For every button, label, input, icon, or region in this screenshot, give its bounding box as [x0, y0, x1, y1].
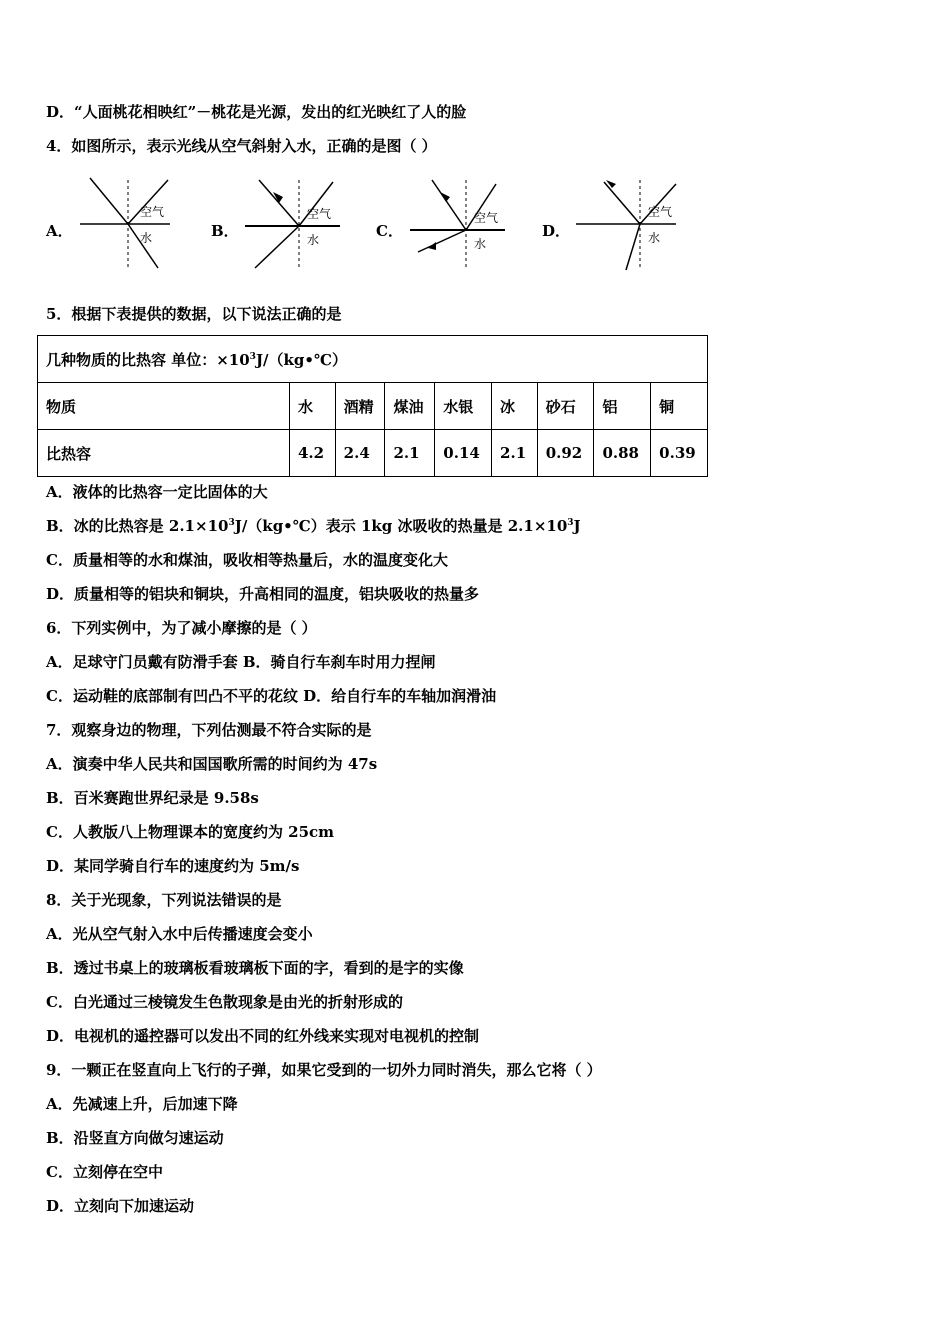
- q7-option-b: B．百米赛跑世界纪录是 9.58s: [46, 789, 259, 807]
- q4-option-d-label: D．: [542, 222, 571, 240]
- q9-option-d: D．立刻向下加速运动: [46, 1197, 195, 1215]
- q4-option-a: [46, 170, 206, 280]
- q4-option-d: [542, 170, 702, 280]
- q8-option-c: C．白光通过三棱镜发生色散现象是由光的折射形成的: [46, 993, 403, 1011]
- q5-option-b: B．冰的比热容是 $2.1\times 10^3J/(kg•℃)$表示 1kg 冰吸收的热量是 $2.1\times 10^3J$: [46, 517, 581, 535]
- table-row-specific-heat: [38, 430, 708, 477]
- table-caption: 几种物质的比热容 单位：$\times 10^3J/(kg•℃)$: [38, 336, 708, 383]
- water-label: 水: [648, 231, 661, 245]
- q8-option-a: A．光从空气射入水中后传播速度会变小: [46, 925, 313, 943]
- table-cell: 砂石: [537, 383, 594, 430]
- q4-option-d-diagram: [576, 170, 686, 280]
- table-cell: 铜: [651, 383, 708, 430]
- q7-option-c: C．人教版八上物理课本的宽度约为 25cm: [46, 823, 335, 841]
- water-label: 水: [140, 231, 153, 245]
- q8-stem: 8．关于光现象，下列说法错误的是: [46, 891, 282, 909]
- table-cell: 2.1: [385, 430, 435, 477]
- q3-option-d: D．“人面桃花相映红”－桃花是光源，发出的红光映红了人的脸: [46, 103, 467, 121]
- table-cell: 2.4: [335, 430, 385, 477]
- q6-options-cd: C．运动鞋的底部制有凹凸不平的花纹 D．给自行车的车轴加润滑油: [46, 687, 497, 705]
- q4-option-b-diagram: [245, 170, 355, 280]
- table-cell: 0.39: [651, 430, 708, 477]
- q4-option-a-diagram: [80, 170, 190, 280]
- air-label: 空气: [474, 211, 499, 225]
- table-cell: 酒精: [335, 383, 385, 430]
- row-header-specific-heat: 比热容: [38, 430, 290, 477]
- air-label: 空气: [307, 207, 332, 221]
- q5-option-c: C．质量相等的水和煤油，吸收相等热量后，水的温度变化大: [46, 551, 448, 569]
- table-caption-row: [38, 336, 708, 383]
- q9-option-c: C．立刻停在空中: [46, 1163, 163, 1181]
- q4-option-b-label: B．: [211, 222, 239, 240]
- q7-stem: 7．观察身边的物理，下列估测最不符合实际的是: [46, 721, 372, 739]
- q4-option-c: [376, 170, 536, 280]
- q4-option-b: [211, 170, 371, 280]
- q8-option-d: D．电视机的遥控器可以发出不同的红外线来实现对电视机的控制: [46, 1027, 480, 1045]
- table-cell: 水: [290, 383, 336, 430]
- table-cell: 煤油: [385, 383, 435, 430]
- air-label: 空气: [140, 205, 165, 219]
- table-cell: 4.2: [290, 430, 336, 477]
- q4-option-c-label: C．: [376, 222, 403, 240]
- table-cell: 0.92: [537, 430, 594, 477]
- q8-option-b: B．透过书桌上的玻璃板看玻璃板下面的字，看到的是字的实像: [46, 959, 464, 977]
- water-label: 水: [307, 233, 320, 247]
- q7-option-d: D．某同学骑自行车的速度约为 5m/s: [46, 857, 300, 875]
- specific-heat-table: [37, 335, 708, 477]
- table-cell: 0.14: [435, 430, 492, 477]
- table-row-substance: [38, 383, 708, 430]
- q6-options-ab: A．足球守门员戴有防滑手套 B．骑自行车刹车时用力捏闸: [46, 653, 436, 671]
- q9-option-b: B．沿竖直方向做匀速运动: [46, 1129, 224, 1147]
- q4-figure-options: [46, 170, 706, 280]
- q5-option-a: A．液体的比热容一定比固体的大: [46, 483, 268, 501]
- q4-stem: 4．如图所示，表示光线从空气斜射入水，正确的是图（ ）: [46, 137, 437, 155]
- q9-stem: 9．一颗正在竖直向上飞行的子弹，如果它受到的一切外力同时消失，那么它将（ ）: [46, 1061, 602, 1079]
- table-cell: 2.1: [492, 430, 538, 477]
- table-cell: 铝: [594, 383, 651, 430]
- row-header-substance: 物质: [38, 383, 290, 430]
- q7-option-a: A．演奏中华人民共和国国歌所需的时间约为 47s: [46, 755, 378, 773]
- q9-option-a: A．先减速上升，后加速下降: [46, 1095, 238, 1113]
- q6-stem: 6．下列实例中，为了减小摩擦的是（ ）: [46, 619, 317, 637]
- table-cell: 水银: [435, 383, 492, 430]
- q4-option-a-label: A．: [46, 222, 73, 240]
- air-label: 空气: [648, 205, 673, 219]
- q4-option-c-diagram: [410, 170, 520, 280]
- q5-option-d: D．质量相等的铝块和铜块，升高相同的温度，铝块吸收的热量多: [46, 585, 480, 603]
- q5-stem: 5．根据下表提供的数据，以下说法正确的是: [46, 305, 342, 323]
- water-label: 水: [474, 237, 487, 251]
- table-cell: 0.88: [594, 430, 651, 477]
- table-cell: 冰: [492, 383, 538, 430]
